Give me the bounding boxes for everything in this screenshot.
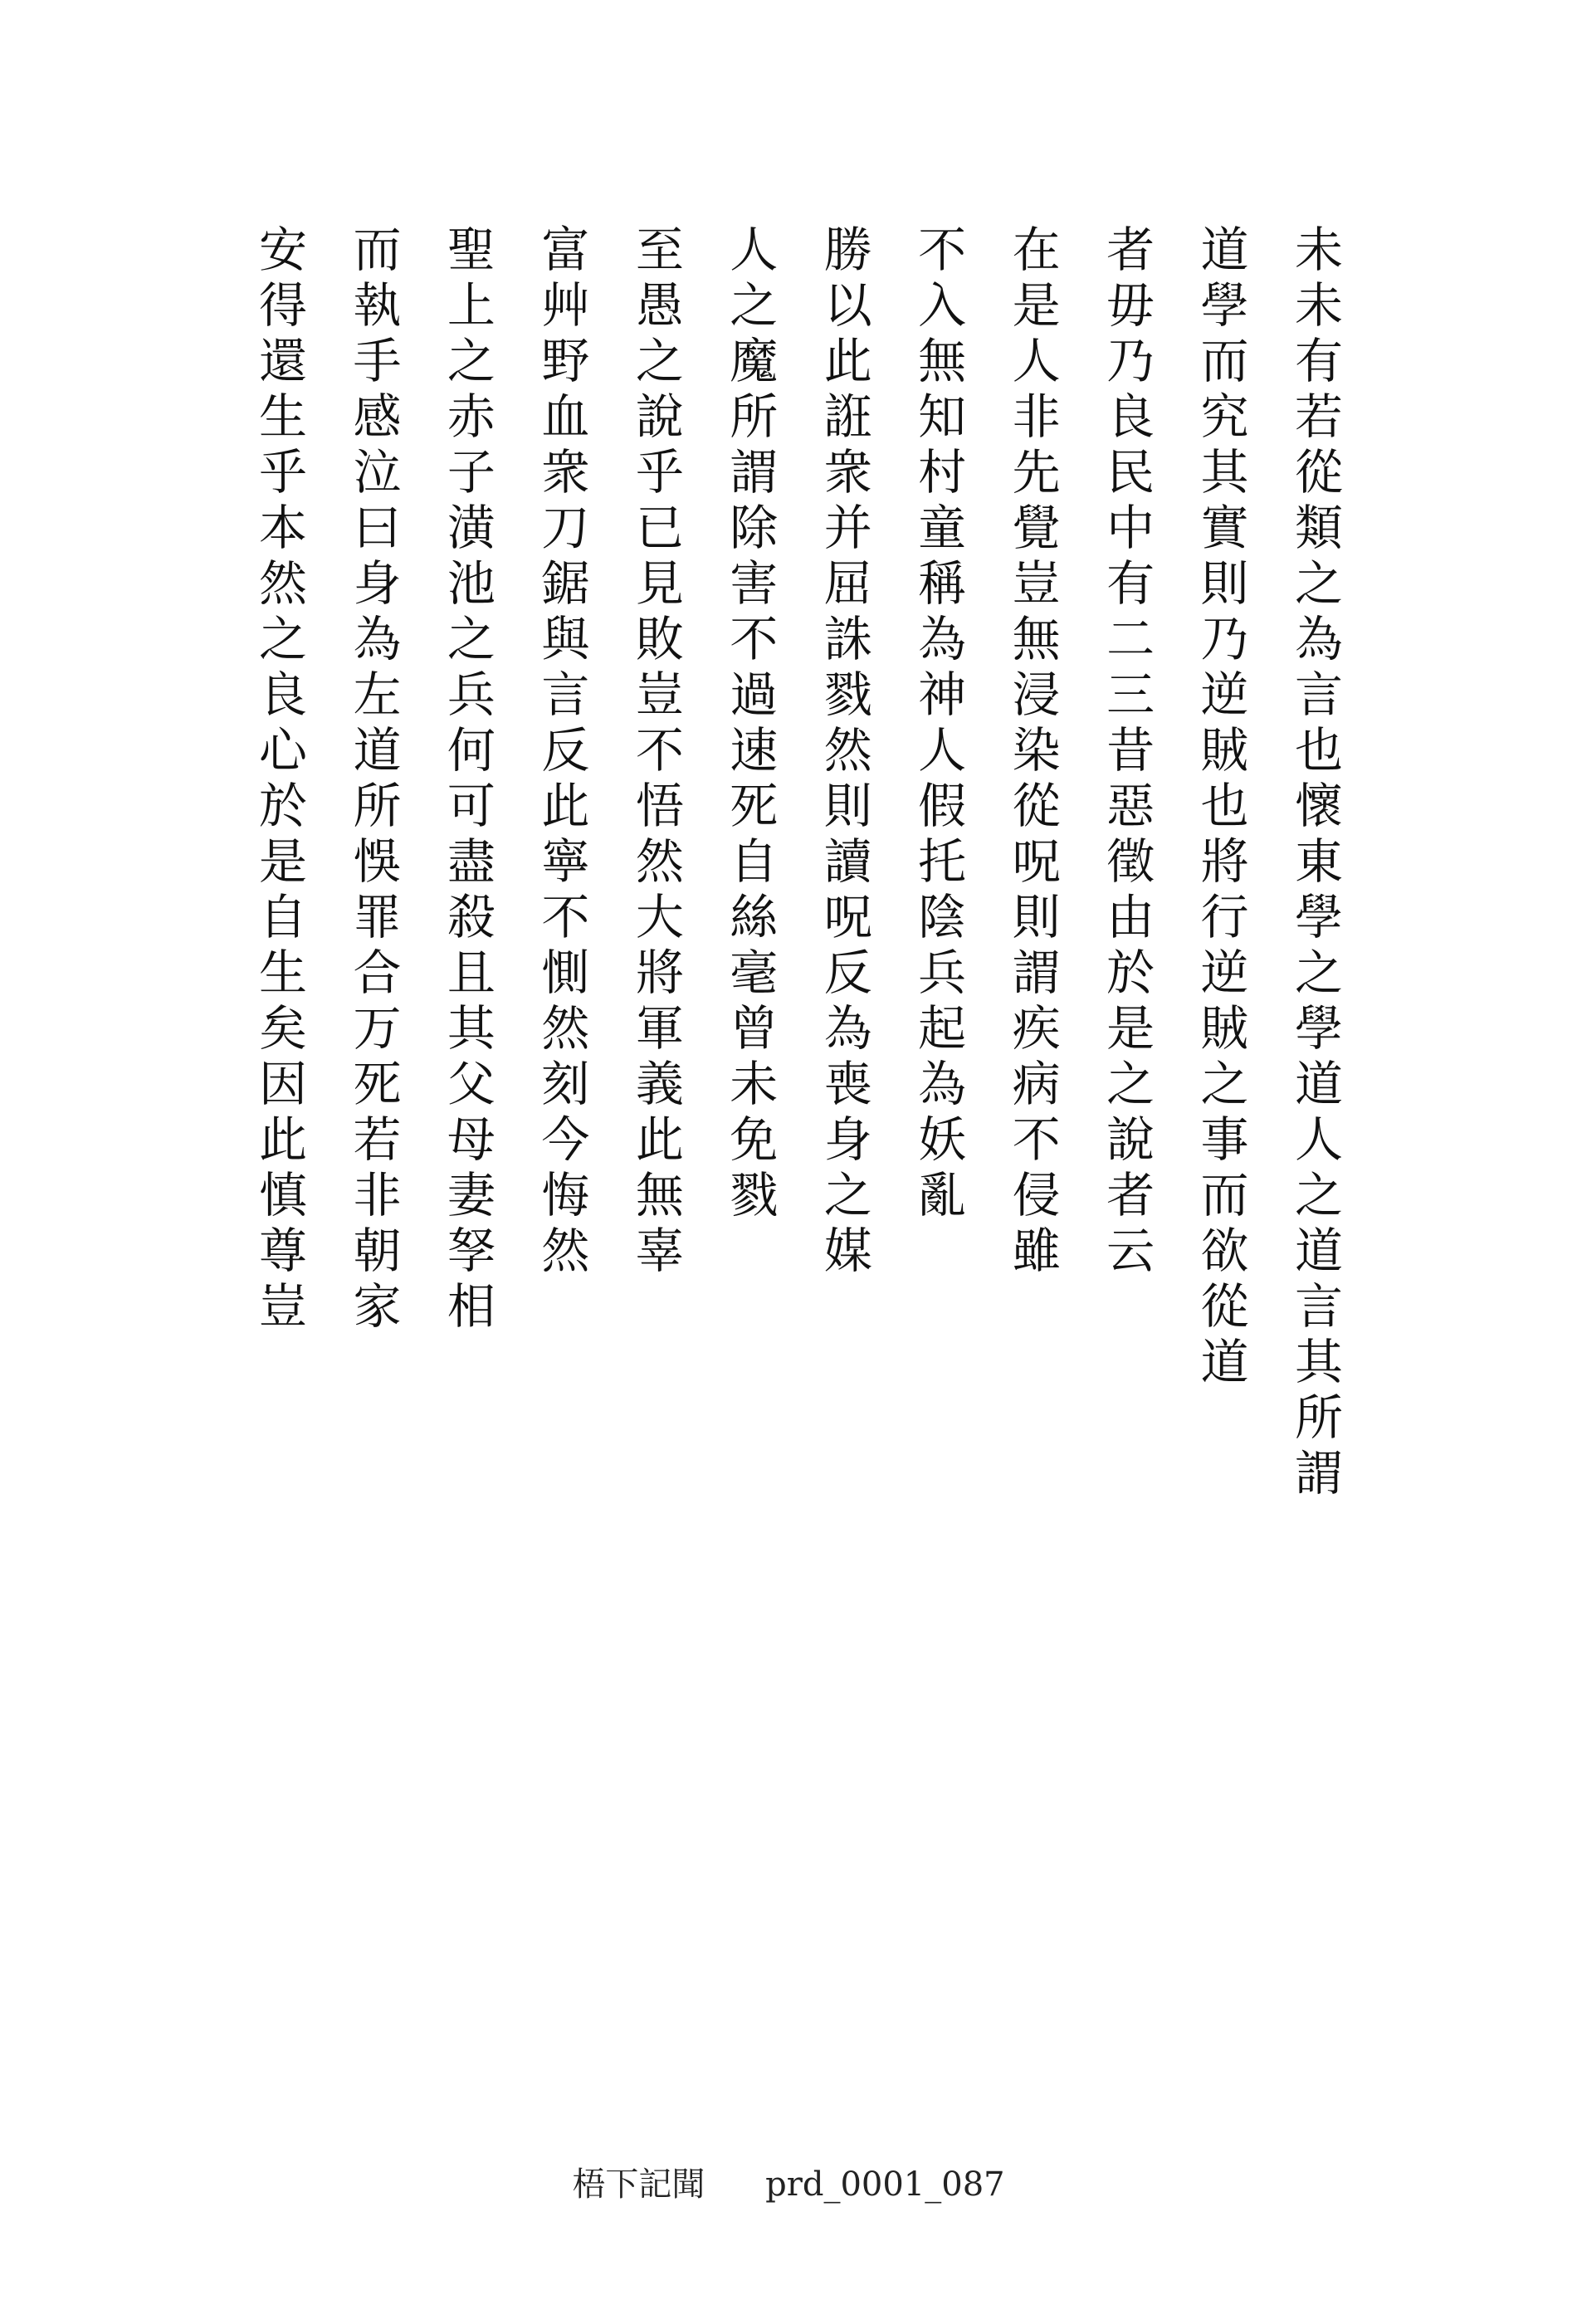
vertical-text-block bbox=[249, 224, 1345, 1884]
text-column-2: 道學而究其實則乃逆賊也將行逆賊之事而欲從道 bbox=[1192, 224, 1249, 1392]
text-column-11: 而執手感泣曰身為左道所悞罪合万死若非朝家 bbox=[344, 224, 402, 1336]
text-column-7: 人之魔所謂除害不過速死自絲毫曾未免戮 bbox=[721, 224, 779, 1225]
text-column-8: 至愚之說乎已見敗豈不悟然大將軍義此無辜 bbox=[627, 224, 684, 1281]
text-column-10: 聖上之赤子潢池之兵何可盡殺且其父母妻孥相 bbox=[438, 224, 496, 1336]
text-column-6: 勝以此誑衆并屈誅戮然則讀呪反為喪身之媒 bbox=[815, 224, 872, 1281]
text-column-4: 在是人非先覺豈無浸染從呪則謂疾病不侵雖 bbox=[1003, 224, 1061, 1281]
text-column-1: 未未有若從類之為言也懷東學之學道人之道言其所謂 bbox=[1286, 224, 1343, 1503]
book-title: 梧下記聞 bbox=[572, 2165, 706, 2204]
text-column-9: 富艸野血衆刀鋸與言反此寧不惻然刻今悔然 bbox=[533, 224, 590, 1281]
text-column-3: 者毋乃良民中有二三昔惡徵由於是之說者云 bbox=[1098, 224, 1155, 1281]
page-footer bbox=[0, 2158, 1577, 2205]
page-identifier: prd_0001_087 bbox=[765, 2165, 1005, 2204]
text-column-12: 安得還生乎本然之良心於是自生矣因此慎尊豈 bbox=[251, 224, 307, 1336]
text-column-5: 不入無知村童稱為神人假托陰兵起為妖亂 bbox=[910, 224, 967, 1225]
